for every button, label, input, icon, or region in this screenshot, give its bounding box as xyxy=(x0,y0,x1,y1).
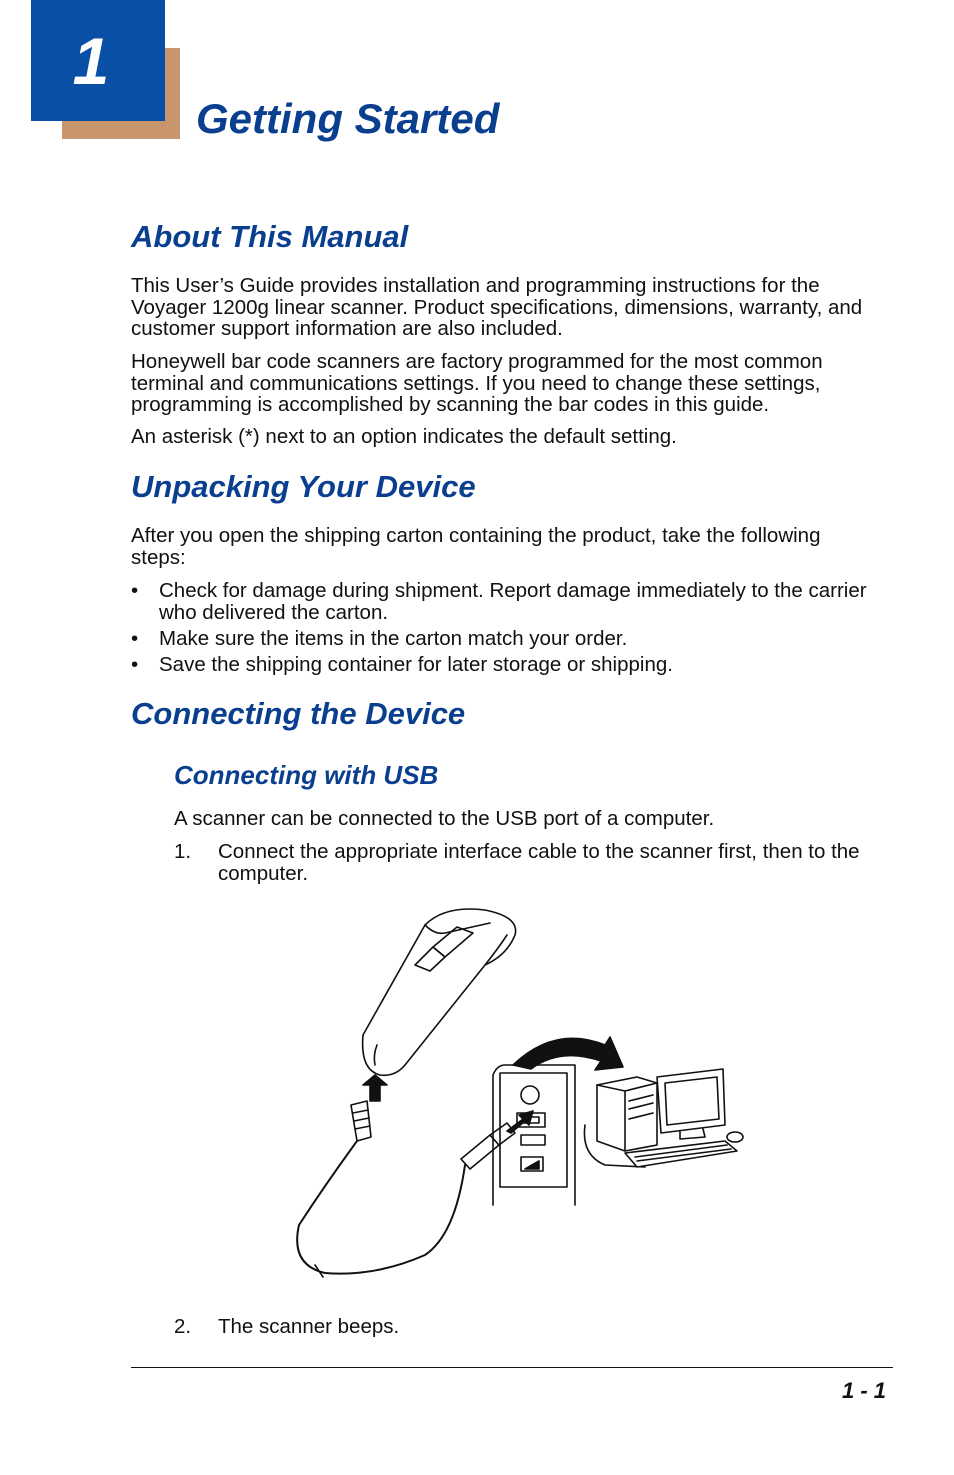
section-heading-unpacking: Unpacking Your Device xyxy=(131,469,476,504)
step-text: Connect the appropriate interface cable to the scanner first, then to the computer. xyxy=(218,840,860,885)
unpacking-intro: After you open the shipping carton containing the product, take the following steps: xyxy=(131,524,821,569)
usb-connection-illustration xyxy=(285,905,755,1285)
bullet-glyph: • xyxy=(131,627,139,650)
about-paragraph-3: An asterisk (*) next to an option indicates the default setting. xyxy=(131,425,677,448)
section-heading-about: About This Manual xyxy=(131,219,409,254)
step-item xyxy=(174,1316,874,1338)
list-item xyxy=(131,654,871,676)
about-paragraph-2: Honeywell bar code scanners are factory programmed for the most common terminal and communications settings. If you need to change these settings, programming is accomplished by scanning the bar codes in this guide. xyxy=(131,350,823,416)
list-item xyxy=(131,580,871,623)
chapter-number: 1 xyxy=(72,24,110,98)
section-heading-connecting: Connecting the Device xyxy=(131,696,466,731)
page-number: 1 - 1 xyxy=(841,1378,886,1403)
bullet-glyph: • xyxy=(131,653,139,676)
subsection-heading-usb: Connecting with USB xyxy=(174,760,439,790)
chapter-title: Getting Started xyxy=(196,95,500,142)
step-item xyxy=(174,841,874,884)
computer-illustration xyxy=(584,1069,743,1167)
about-paragraph-1: This User’s Guide provides installation and programming instructions for the Voyager 1200g linear scanner. Product specifications, dimensions, warranty, and customer support information are also included. xyxy=(131,274,863,340)
bullet-glyph: • xyxy=(131,579,139,602)
list-item-text: Check for damage during shipment. Report damage immediately to the carrier who delivered the carton. xyxy=(159,579,867,624)
usb-intro: A scanner can be connected to the USB port of a computer. xyxy=(174,807,715,830)
footer-rule xyxy=(131,1367,893,1368)
list-item xyxy=(131,628,871,650)
step-number: 1. xyxy=(174,840,192,863)
scanner-illustration xyxy=(363,909,516,1075)
step-text: The scanner beeps. xyxy=(218,1315,400,1338)
list-item-text: Make sure the items in the carton match your order. xyxy=(159,627,628,650)
list-item-text: Save the shipping container for later storage or shipping. xyxy=(159,653,673,676)
step-number: 2. xyxy=(174,1315,192,1338)
